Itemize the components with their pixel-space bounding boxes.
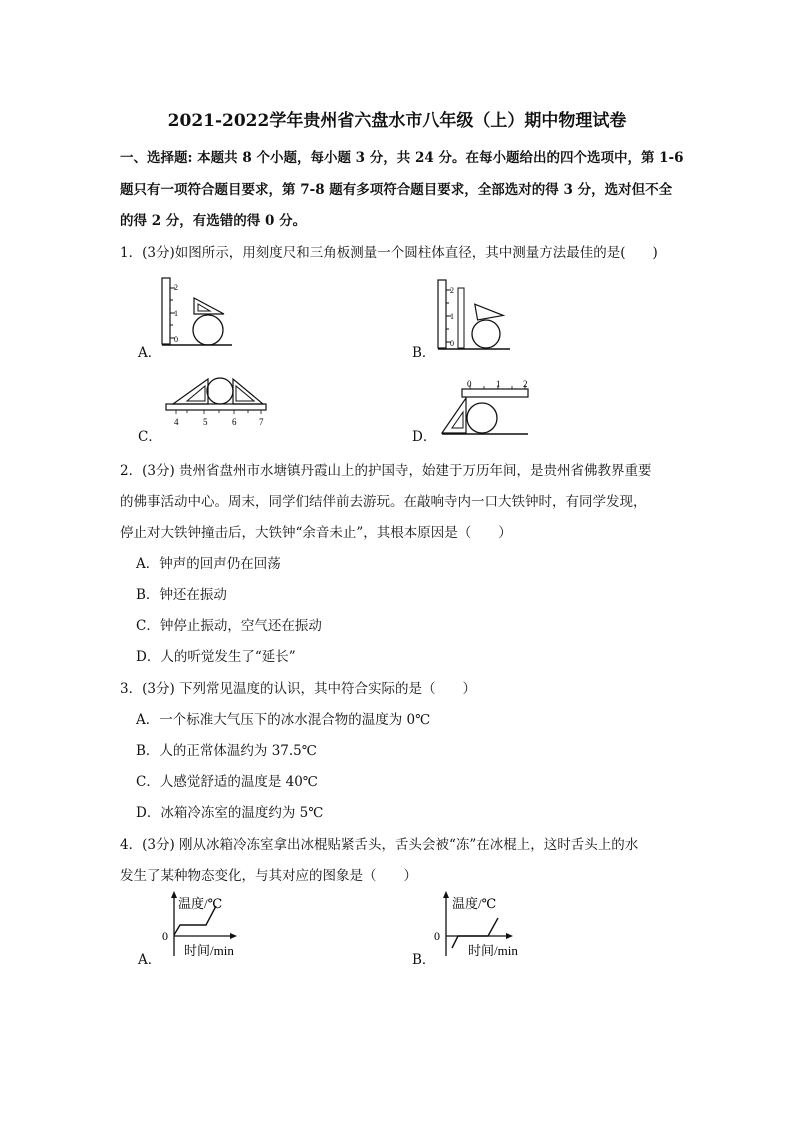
q1d-tick-0: 0 <box>467 379 472 389</box>
q2-option-d: D．人的听觉发生了“延长” <box>136 649 296 665</box>
q3-option-a: A．一个标准大气压下的冰水混合物的温度为 0℃ <box>136 712 431 728</box>
q1a-tick-2: 2 <box>174 283 178 292</box>
question-2-line-1: 2．(3分) 贵州省盘州市水塘镇丹霞山上的护国寺，始建于万历年间，是贵州省佛教界重要 <box>120 463 652 479</box>
q1-figure-a <box>160 276 240 350</box>
question-3-text: 3．(3分) 下列常见温度的认识，其中符合实际的是（ ） <box>120 681 477 697</box>
page-title: 2021-2022学年贵州省六盘水市八年级（上）期中物理试卷 <box>167 111 627 131</box>
q1-option-b-label: B． <box>412 345 436 361</box>
q4a-ylabel: 温度/℃ <box>178 896 223 911</box>
q1c-tick-5: 5 <box>203 417 208 427</box>
q2-option-c: C．钟停止振动，空气还在振动 <box>136 618 322 634</box>
q1-option-a-label: A． <box>138 345 162 361</box>
question-1-text: 1．(3分)如图所示，用刻度尺和三角板测量一个圆柱体直径，其中测量方法最佳的是( ) <box>120 245 658 261</box>
question-4-line-1: 4．(3分) 刚从冰箱冷冻室拿出冰棍贴紧舌头，舌头会被“冻”在冰棍上，这时舌头上的水 <box>120 837 639 853</box>
q1-figure-d <box>440 378 532 438</box>
q4b-xlabel: 时间/min <box>468 943 518 958</box>
q1-figure-c <box>163 374 273 434</box>
q1-option-c-label: C． <box>138 429 162 445</box>
q1a-tick-0: 0 <box>174 335 178 344</box>
q4a-origin: 0 <box>162 929 168 943</box>
section-heading-line-3: 的得 2 分，有选错的得 0 分。 <box>120 213 307 229</box>
q1d-tick-1: 1 <box>496 379 501 389</box>
q4-option-a-label: A． <box>138 952 162 968</box>
question-2-line-2: 的佛事活动中心。周末，同学们结伴前去游玩。在敲响寺内一口大铁钟时，有同学发现， <box>120 494 647 510</box>
q4b-ylabel: 温度/℃ <box>452 896 497 911</box>
q4-option-b-label: B． <box>412 952 436 968</box>
q3-option-d: D．冰箱冷冻室的温度约为 5℃ <box>136 805 324 821</box>
q1b-tick-2: 2 <box>450 286 454 295</box>
q4-graph-b <box>428 888 532 964</box>
q4b-origin: 0 <box>434 929 440 943</box>
q1c-tick-6: 6 <box>232 417 237 427</box>
section-heading-line-1: 一、选择题: 本题共 8 个小题，每小题 3 分，共 24 分。在每小题给出的四个选项中，第 1-6 <box>120 150 684 166</box>
q1b-tick-1: 1 <box>450 312 454 321</box>
q1-figure-b <box>436 278 516 352</box>
q4-graph-a <box>156 888 256 964</box>
q4a-xlabel: 时间/min <box>184 943 234 958</box>
q2-option-b: B．钟还在振动 <box>136 587 227 603</box>
q3-option-b: B．人的正常体温约为 37.5℃ <box>136 743 317 759</box>
q1b-tick-0: 0 <box>450 339 454 348</box>
q1c-tick-7: 7 <box>259 417 264 427</box>
q3-option-c: C．人感觉舒适的温度是 40℃ <box>136 774 318 790</box>
section-heading-line-2: 题只有一项符合题目要求，第 7-8 题有多项符合题目要求，全部选对的得 3 分，选对但不全 <box>120 182 673 198</box>
q1c-tick-4: 4 <box>174 417 179 427</box>
q1d-tick-2: 2 <box>523 379 528 389</box>
question-2-line-3: 停止对大铁钟撞击后，大铁钟“余音未止”，其根本原因是（ ） <box>120 525 512 541</box>
question-4-line-2: 发生了某种物态变化，与其对应的图象是（ ） <box>120 868 417 884</box>
q2-option-a: A．钟声的回声仍在回荡 <box>136 556 281 572</box>
q1a-tick-1: 1 <box>174 309 178 318</box>
q1-option-d-label: D． <box>412 429 437 445</box>
